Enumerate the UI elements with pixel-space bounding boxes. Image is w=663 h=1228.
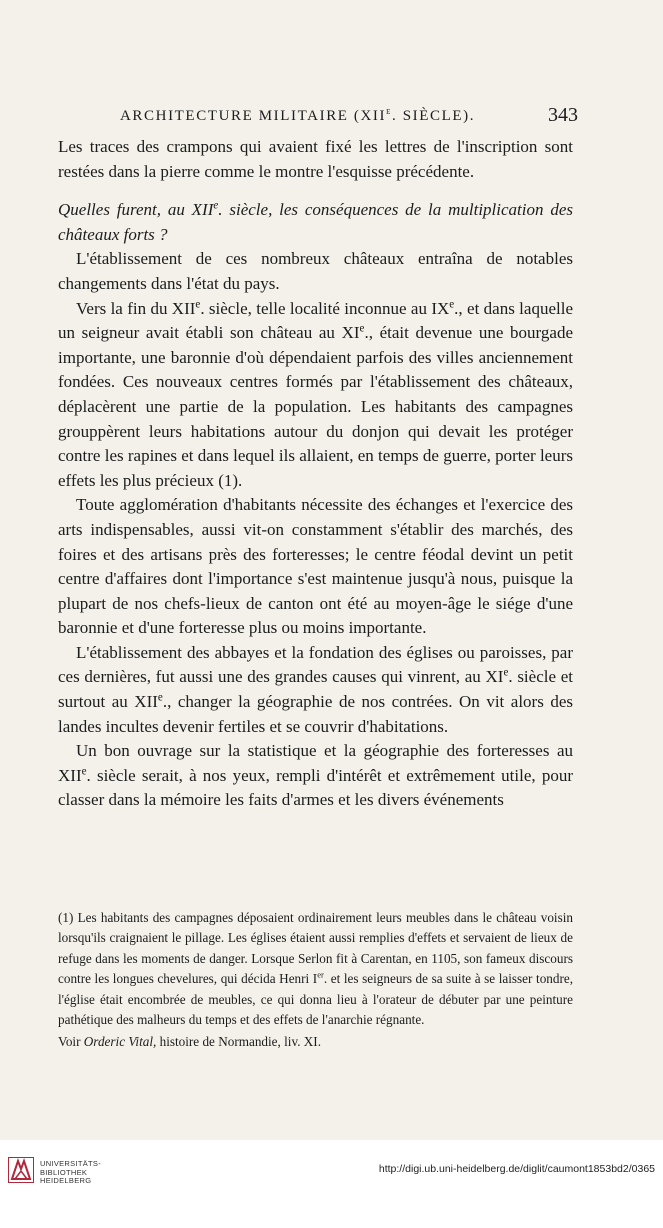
running-title: ARCHITECTURE MILITAIRE (XIIe. SIÈCLE). [120,106,476,124]
page-number: 343 [548,104,578,126]
footnote-reference: Voir Orderic Vital, histoire de Normandie, liv. XI. [58,1034,321,1050]
source-url-link[interactable]: http://digi.ub.uni-heidelberg.de/diglit/caumont1853bd2/0365 [378,1163,655,1175]
footnotes [58,908,573,1053]
footnote: (1) Les habitants des campagnes déposaient ordinairement leurs meubles dans le château voisin lorsqu'ils craignaient le pillage. Les églises étaient aussi remplies d'effets et servaient de lieux de refuge dans les moments de danger. Lorsque Serlon fit à Carentan, en 1105, son fameux discours contre les longues chevelures, qui décida Henri Ier. et les seigneurs de sa suite à se laisser tondre, l'église était encombrée de meubles, ce qui donna lieu à l'orateur de débuter par une peinture pathétique des malheurs du temps et des effets de l'anarchie régnante. [58,910,574,1028]
running-head [58,104,578,132]
paragraph: Un bon ouvrage sur la statistique et la géographie des forteresses au XIIe. siècle serait, à nos yeux, rempli d'intérêt et extrêmement utile, pour classer dans la mémoire les faits d'armes et les divers événements [58,741,573,810]
body-text [58,135,573,813]
library-logo-icon [8,1157,34,1183]
paragraph: Toute agglomération d'habitants nécessite des échanges et l'exercice des arts indispensables, aussi vit-on constamment s'établir des marchés, des foires et des artisans près des forteresses; le centre féodal devint un petit centre d'affaires dont l'importance s'est maintenue jusqu'à nous, puisque la plupart de nos chefs-lieux de canton ont été au moyen-âge le siége d'une baronnie et d'une forteresse plus ou moins importante. [58,495,573,638]
paragraph: L'établissement des abbayes et la fondation des églises ou paroisses, par ces dernières, fut aussi une des grandes causes qui vinrent, au XIe. siècle et surtout au XIIe., changer la géographie de nos contrées. On vit alors des landes incultes devenir fertiles et se couvrir d'habitations. [58,642,573,736]
paragraph: Vers la fin du XIIe. siècle, telle localité inconnue au IXe., et dans laquelle un seigneur avait établi son château au XIe., était devenue une bourgade importante, une baronnie d'où dépendaient parfois des villes anciennement fondées. Ces nouveaux centres formés par l'établissement des châteaux, déplacèrent une partie de la population. Les habitants des campagnes grouppèrent leurs habitations autour du donjon qui devait les protéger contre les rapines et dans lequel ils allaient, en temps de guerre, porter leurs effets les plus précieux (1). [58,297,574,490]
paragraph: L'établissement de ces nombreux châteaux entraîna de notables changements dans l'état du pays. [58,249,573,293]
section-question: Quelles furent, au XIIe. siècle, les conséquences de la multiplication des châteaux forts ? [58,199,573,244]
library-name: UNIVERSITÄTS- BIBLIOTHEK HEIDELBERG [40,1159,101,1186]
paragraph: Les traces des crampons qui avaient fixé les lettres de l'inscription sont restées dans la pierre comme le montre l'esquisse précédente. [58,137,573,181]
